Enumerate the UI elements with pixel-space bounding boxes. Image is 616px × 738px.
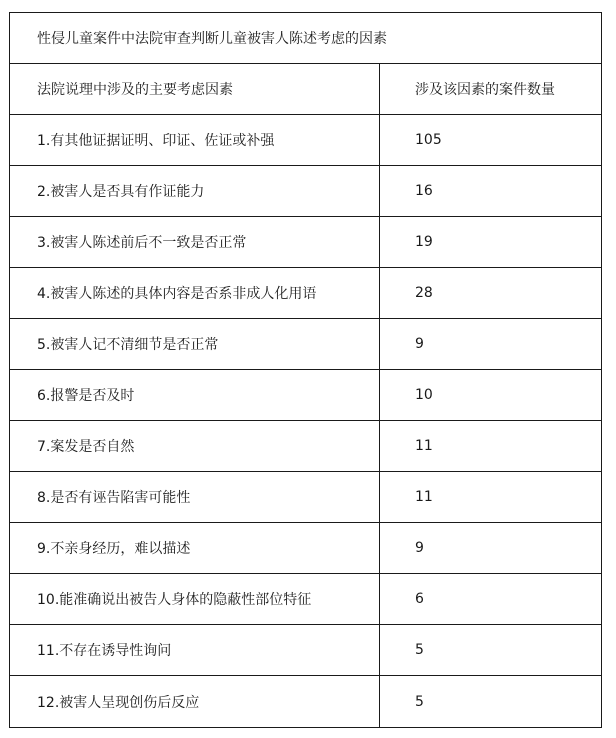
factor-cell: 10.能准确说出被告人身体的隐蔽性部位特征 — [10, 574, 380, 624]
factor-cell: 4.被害人陈述的具体内容是否系非成人化用语 — [10, 268, 380, 318]
count-cell: 5 — [415, 642, 424, 658]
table-title — [10, 13, 601, 64]
factor-cell: 2.被害人是否具有作证能力 — [10, 166, 380, 216]
factor-cell: 1.有其他证据证明、印证、佐证或补强 — [10, 115, 380, 165]
factor-cell: 8.是否有诬告陷害可能性 — [10, 472, 380, 522]
factor-cell: 12.被害人呈现创伤后反应 — [10, 676, 380, 727]
count-cell: 105 — [415, 132, 442, 148]
count-cell: 9 — [415, 540, 424, 556]
table-row — [10, 115, 601, 166]
factor-cell: 11.不存在诱导性询问 — [10, 625, 380, 675]
table-title-text: 性侵儿童案件中法院审查判断儿童被害人陈述考虑的因素 — [37, 31, 387, 47]
count-cell: 28 — [415, 285, 433, 301]
factor-cell: 7.案发是否自然 — [10, 421, 380, 471]
table-row — [10, 166, 601, 217]
table-row — [10, 370, 601, 421]
factor-cell: 6.报警是否及时 — [10, 370, 380, 420]
count-cell: 19 — [415, 234, 433, 250]
count-cell: 5 — [415, 693, 424, 710]
count-cell: 9 — [415, 336, 424, 352]
factor-cell: 3.被害人陈述前后不一致是否正常 — [10, 217, 380, 267]
table-row — [10, 625, 601, 676]
table-row — [10, 268, 601, 319]
table-row — [10, 472, 601, 523]
header-count: 涉及该因素的案件数量 — [415, 82, 555, 98]
count-cell: 11 — [415, 489, 433, 505]
table-row — [10, 676, 601, 727]
table-row — [10, 421, 601, 472]
count-cell: 10 — [415, 387, 433, 403]
count-cell: 11 — [415, 438, 433, 454]
header-factor: 法院说理中涉及的主要考虑因素 — [10, 64, 380, 114]
factor-cell: 9.不亲身经历，难以描述 — [10, 523, 380, 573]
table-header-row — [10, 64, 601, 115]
count-cell: 6 — [415, 591, 424, 607]
factors-table — [9, 12, 602, 728]
table-row — [10, 523, 601, 574]
table-row — [10, 319, 601, 370]
table-row — [10, 574, 601, 625]
count-cell: 16 — [415, 183, 433, 199]
table-row — [10, 217, 601, 268]
factor-cell: 5.被害人记不清细节是否正常 — [10, 319, 380, 369]
